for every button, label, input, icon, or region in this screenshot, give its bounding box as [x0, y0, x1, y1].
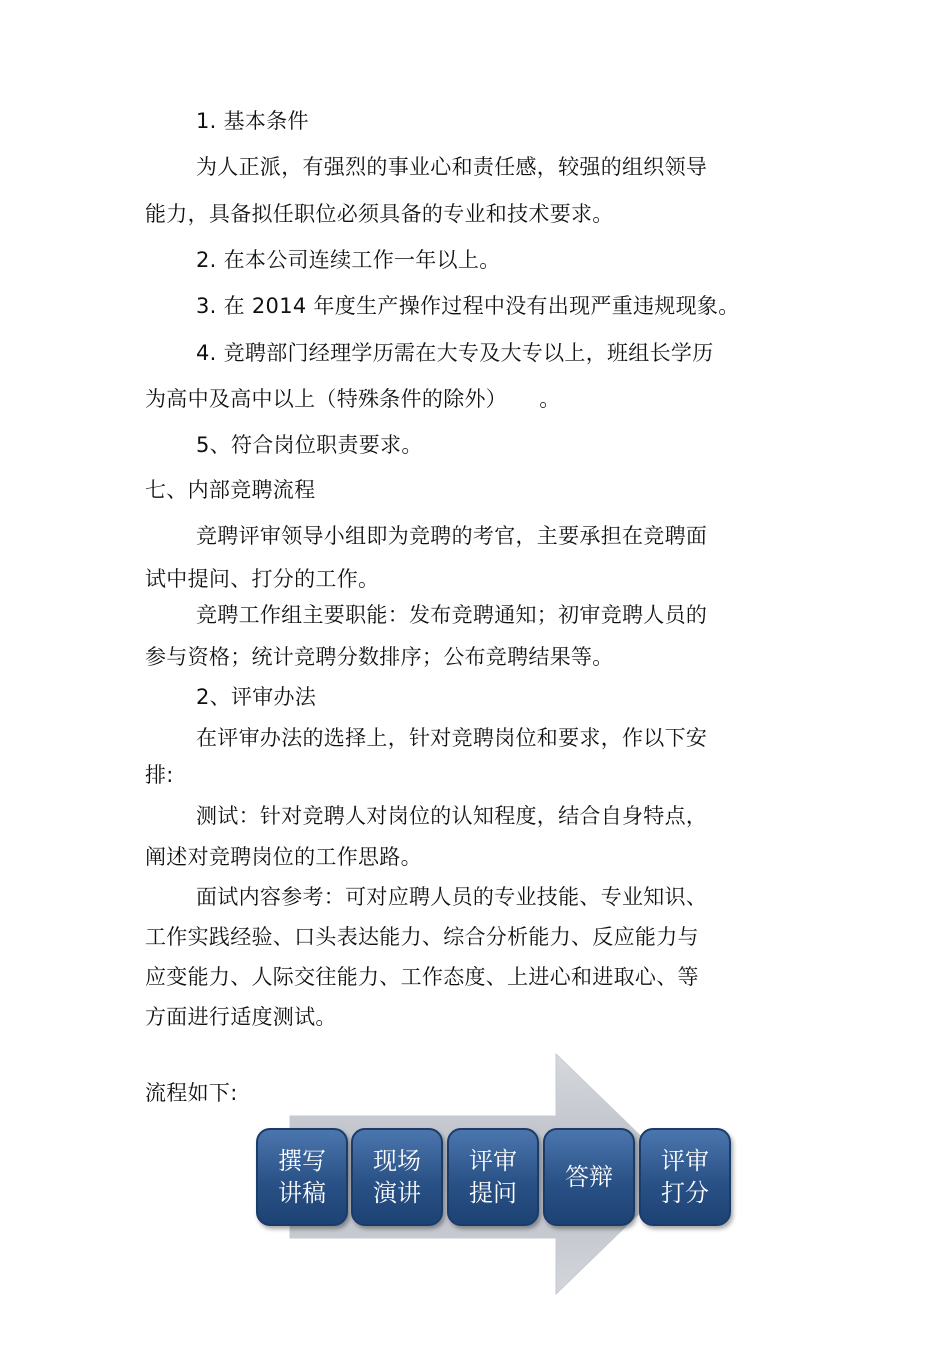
paragraph-line: 阐述对竞聘岗位的工作思路。 — [145, 845, 422, 869]
paragraph-line: 参与资格；统计竞聘分数排序；公布竞聘结果等。 — [145, 645, 614, 669]
paragraph-line: 测试：针对竞聘人对岗位的认知程度，结合自身特点， — [196, 804, 708, 828]
paragraph-line: 为高中及高中以上（特殊条件的除外） 。 — [145, 387, 561, 411]
paragraph-line: 排: — [145, 763, 174, 787]
flow-step-live-speech: 现场 演讲 — [351, 1128, 443, 1226]
paragraph-line: 能力，具备拟任职位必须具备的专业和技术要求。 — [145, 202, 614, 226]
paragraph-line: 4. 竞聘部门经理学历需在大专及大专以上，班组长学历 — [196, 341, 714, 365]
paragraph-line: 竞聘工作组主要职能：发布竞聘通知；初审竞聘人员的 — [196, 603, 708, 627]
section-heading: 七、内部竞聘流程 — [145, 478, 316, 502]
paragraph-line: 3. 在 2014 年度生产操作过程中没有出现严重违规现象。 — [196, 294, 740, 318]
flow-step-review-question: 评审 提问 — [447, 1128, 539, 1226]
flow-step-write-speech: 撰写 讲稿 — [256, 1128, 348, 1226]
subsection-heading: 2、评审办法 — [196, 685, 317, 709]
flow-caption: 流程如下: — [145, 1081, 238, 1105]
paragraph-line: 试中提问、打分的工作。 — [145, 567, 380, 591]
paragraph-line: 应变能力、人际交往能力、工作态度、上进心和进取心、等 — [145, 965, 699, 989]
paragraph-line: 在评审办法的选择上，针对竞聘岗位和要求，作以下安 — [196, 726, 708, 750]
paragraph-line: 2. 在本公司连续工作一年以上。 — [196, 248, 501, 272]
flow-step-review-score: 评审 打分 — [639, 1128, 731, 1226]
paragraph-line: 5、符合岗位职责要求。 — [196, 433, 423, 457]
paragraph-line: 1. 基本条件 — [196, 109, 309, 133]
process-flow-diagram — [250, 1048, 740, 1298]
paragraph-line: 竞聘评审领导小组即为竞聘的考官，主要承担在竞聘面 — [196, 524, 708, 548]
paragraph-line: 工作实践经验、口头表达能力、综合分析能力、反应能力与 — [145, 925, 699, 949]
flow-step-defense: 答辩 — [543, 1128, 635, 1226]
paragraph-line: 方面进行适度测试。 — [145, 1005, 337, 1029]
paragraph-line: 面试内容参考：可对应聘人员的专业技能、专业知识、 — [196, 885, 708, 909]
paragraph-line: 为人正派，有强烈的事业心和责任感，较强的组织领导 — [196, 155, 708, 179]
